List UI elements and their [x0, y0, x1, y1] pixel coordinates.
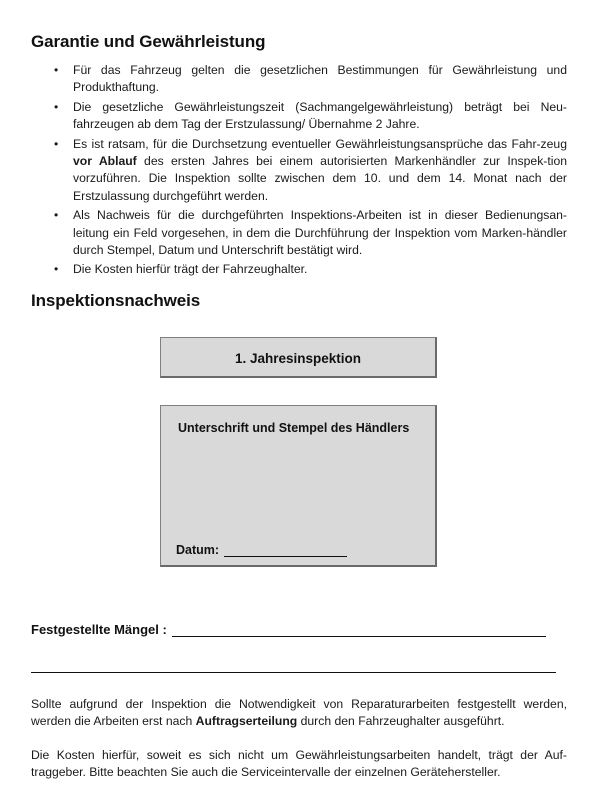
bullet-text: Als Nachweis für die durchgeführten Inspektions-Arbeiten ist in dieser Bedienungsan-leitung ein Feld vorgesehen, in dem die Durchführung der Inspektion vom Marken-händler durch Stempel, Datum und Unterschrift bestätigt wird.: [73, 208, 567, 258]
bullet-dot-icon: •: [54, 136, 59, 151]
inspection-title-box: [160, 337, 437, 378]
bullet-item: [54, 261, 567, 278]
repair-notice-paragraph: [31, 696, 567, 731]
bullet-text: Für das Fahrzeug gelten die gesetzlichen Bestimmungen für Gewährleistung und Produkthaftung.: [73, 63, 567, 95]
bullet-text: Die Kosten hierfür trägt der Fahrzeughalter.: [73, 262, 308, 277]
paragraph-text-bold: Auftragserteilung: [195, 714, 298, 729]
bullet-text: Die gesetzliche Gewährleistungszeit (Sachmangelgewährleistung) beträgt bei Neu-fahrzeugen ab dem Tag der Erstzulassung/ Übernahme 2 Jahre.: [73, 99, 567, 132]
bullet-item: [54, 207, 567, 259]
costs-paragraph: [31, 747, 567, 782]
bullet-item: [54, 62, 567, 97]
heading-warranty: Garantie und Gewährleistung: [31, 32, 266, 51]
bullet-item: [54, 99, 567, 134]
bullet-dot-icon: •: [54, 208, 59, 223]
defects-row: [31, 622, 546, 637]
defects-label: Festgestellte Mängel :: [31, 622, 167, 637]
bullet-item: [54, 136, 567, 206]
bullet-text: des ersten Jahres bei einem autorisierten Markenhändler zur Inspek-tion vorzuführen. Die Inspektion sollte zwischen dem 10. und dem 14. Monat nach der Erstzulassung durchgeführt werden.: [73, 154, 568, 203]
defects-field-line: [172, 624, 546, 637]
inspection-title: 1. Jahresinspektion: [234, 350, 362, 366]
bullet-text: Es ist ratsam, für die Durchsetzung eventueller Gewährleistungsansprüche das Fahr-zeug: [73, 136, 567, 151]
bullet-text-bold: vor Ablauf: [73, 154, 137, 169]
dealer-stamp-box: [160, 405, 437, 567]
bullet-dot-icon: •: [54, 262, 59, 277]
warranty-bullet-list: [54, 62, 567, 281]
paragraph-text: Sollte aufgrund der Inspektion die Notwendigkeit von Reparaturarbeiten festgestellt werden, werden die Arbeiten erst nach: [31, 697, 567, 729]
bullet-dot-icon: •: [54, 63, 59, 77]
bullet-dot-icon: •: [54, 99, 59, 114]
date-label: Datum:: [176, 543, 220, 557]
defects-field-line-2: [31, 672, 556, 673]
date-field-line: [224, 544, 347, 557]
paragraph-text: durch den Fahrzeughalter ausgeführt.: [297, 714, 505, 729]
date-row: [176, 543, 347, 557]
stamp-label: Unterschrift und Stempel des Händlers: [178, 421, 410, 435]
paragraph-text: Die Kosten hierfür, soweit es sich nicht um Gewährleistungsarbeiten handelt, trägt der Auf-traggeber. Bitte beachten Sie auch die Serviceintervalle der einzelnen Gerätehersteller.: [31, 748, 567, 780]
heading-inspection-record: Inspektionsnachweis: [31, 291, 201, 310]
